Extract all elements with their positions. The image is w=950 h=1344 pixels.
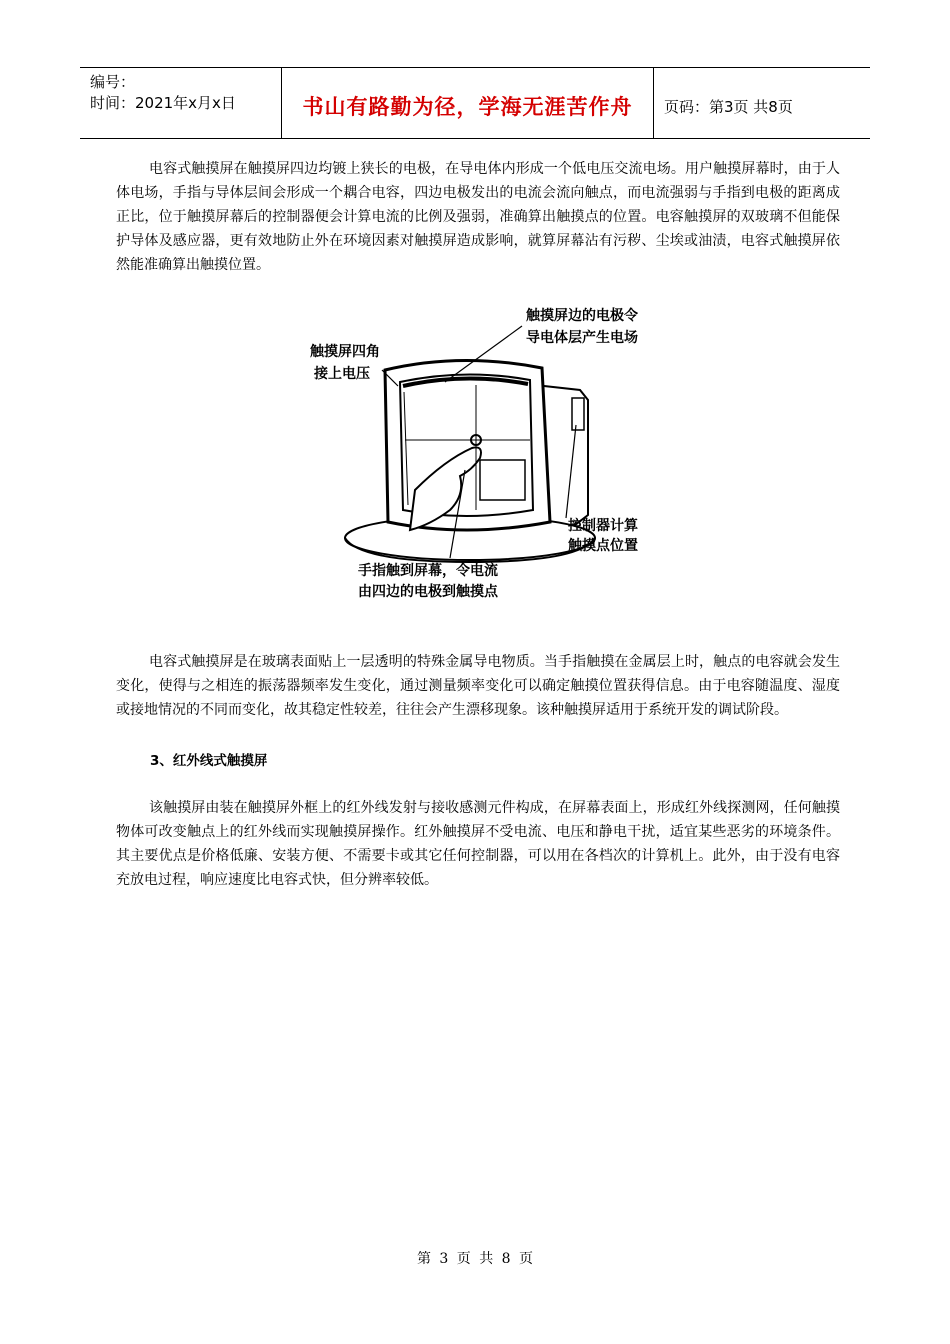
- label-finger-touch-1: 手指触到屏幕，令电流: [358, 563, 498, 579]
- label-corner-voltage-2: 接上电压: [314, 366, 370, 382]
- header-meta: [80, 68, 282, 138]
- document-number-label: 编号：: [90, 73, 136, 91]
- touchscreen-diagram: [300, 300, 650, 610]
- label-finger-touch-2: 由四边的电极到触摸点: [358, 584, 498, 600]
- document-time-label: 时间：2021年x月x日: [90, 94, 236, 112]
- label-controller-2: 触摸点位置: [568, 538, 638, 554]
- section-title-infrared: 3、红外线式触摸屏: [150, 753, 268, 769]
- label-electrode-field-1: 触摸屏边的电极令: [526, 308, 638, 324]
- page-header: [80, 67, 870, 139]
- paragraph-capacitive-detail: 电容式触摸屏是在玻璃表面贴上一层透明的特殊金属导电物质。当手指触摸在金属层上时，触点的电容就会发生变化，使得与之相连的振荡器频率发生变化，通过测量频率变化可以确定触摸位置获得信息。由于电容随温度、湿度或接地情况的不同而变化，故其稳定性较差，往往会产生漂移现象。该种触摸屏适用于系统开发的调试阶段。: [116, 654, 840, 718]
- label-controller-1: 控制器计算: [568, 518, 638, 534]
- paragraph-infrared: 该触摸屏由装在触摸屏外框上的红外线发射与接收感测元件构成，在屏幕表面上，形成红外线探测网，任何触摸物体可改变触点上的红外线而实现触摸屏操作。红外触摸屏不受电流、电压和静电干扰，适宜某些恶劣的环境条件。其主要优点是价格低廉、安装方便、不需要卡或其它任何控制器，可以用在各档次的计算机上。此外，由于没有电容充放电过程，响应速度比电容式快，但分辨率较低。: [116, 800, 840, 888]
- page-footer: 第 3 页 共 8 页: [416, 1251, 534, 1267]
- monitor-illustration: [300, 300, 650, 610]
- label-electrode-field-2: 导电体层产生电场: [526, 330, 638, 346]
- header-page-code: 页码：第3页 共8页: [664, 97, 793, 116]
- paragraph-capacitive-intro: 电容式触摸屏在触摸屏四边均镀上狭长的电极，在导电体内形成一个低电压交流电场。用户触摸屏幕时，由于人体电场，手指与导体层间会形成一个耦合电容，四边电极发出的电流会流向触点，而电流强弱与手指到电极的距离成正比，位于触摸屏幕后的控制器便会计算电流的比例及强弱，准确算出触摸点的位置。电容触摸屏的双玻璃不但能保护导体及感应器，更有效地防止外在环境因素对触摸屏造成影响，就算屏幕沾有污秽、尘埃或油渍，电容式触摸屏依然能准确算出触摸位置。: [116, 161, 840, 273]
- header-motto: 书山有路勤为径，学海无涯苦作舟: [282, 68, 654, 138]
- label-corner-voltage-1: 触摸屏四角: [310, 344, 380, 360]
